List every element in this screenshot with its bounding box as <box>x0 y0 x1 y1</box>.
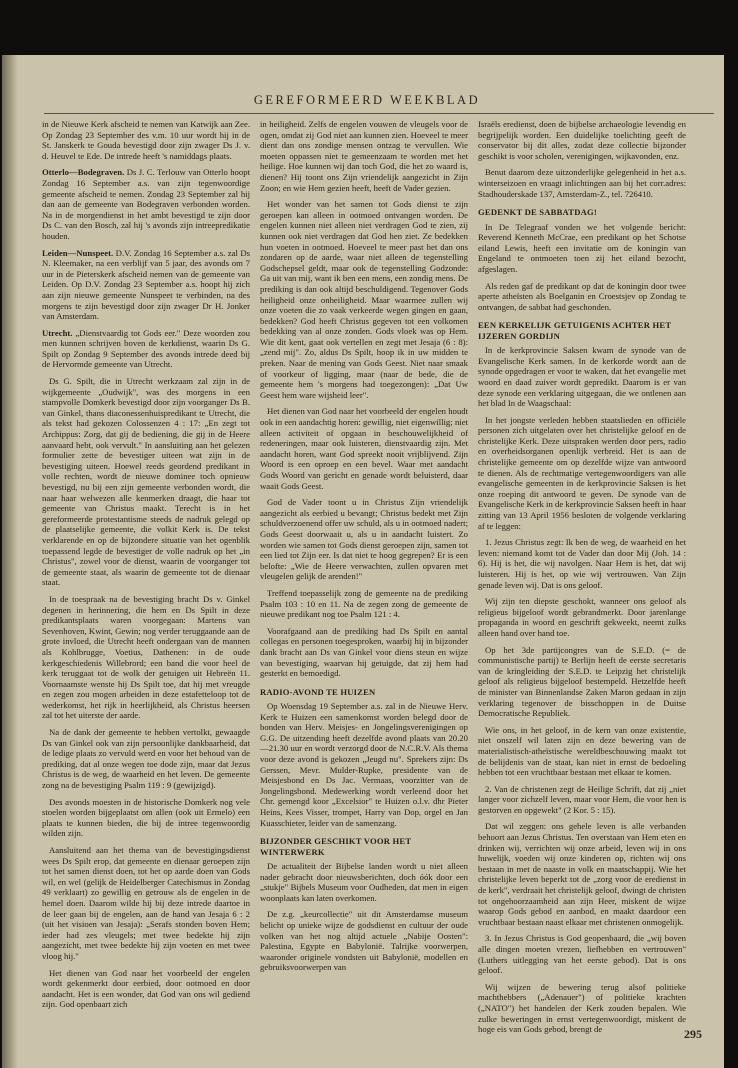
article-paragraph: Ds G. Spilt, die in Utrecht werkzaam zal zijn in de wijkgemeente „Oudwijk", was des morgens in een stampvolle Domkerk bevestigd door zijn voorganger Ds B. van Ginkel, thans diaconessenhuispredikant te Utrecht, die als tekst had gekozen Colossenzen 4 : 17: „En zegt tot Archippus: Zorg, dat gij de bediening, die gij in de Heere aanvaard hebt, ook vervult." In aansluiting aan het gelezen formulier zette de bevestiger uiteen wat zijn in de bevestiging uiteen. Hoewel reeds geordend predikant in volle rechten, wordt de nieuwe dominee toch opnieuw bevestigd, nu bij een zijn gemeente verbonden wordt, die naar haar welwezen alle kenmerken draagt, die haar tot gemeente van Christus maakt. Terecht is in het gereformeerde protestantisme steeds de nadruk gelegd op de plaatselijke gemeente, die volkit Kerk is. De tekst verklarende en op de bijzondere situatie van het ogenblik toepassend legde de bevestiger de volle nadruk op het „in Christus", zowel voor de dienst, waarin de voorganger tot de gemeente staat, als waarin de gemeente tot de dienaar staat. <box>42 376 250 588</box>
article-paragraph: 3. In Jezus Christus is God geopenbaard, die „wij boven alle dingen moeten vrezen, liefhebben en vertrouwen" (Luthers uitlegging van het eerste gebod). Dat is ons geloof. <box>478 933 686 976</box>
article-paragraph <box>42 328 250 370</box>
article-paragraph: Voorafgaand aan de prediking had Ds Spilt en aantal collegas en personen toegesproken, waarbij hij in bijzonder dank bracht aan Ds van Ginkel voor diens steun en wijze van bevestiging, waarvan hij getuigde, dat zij hem had gesterkt en bemoedigd. <box>260 625 468 679</box>
column-1 <box>42 119 250 1034</box>
article-paragraph: Het dienen van God naar het voorbeeld der engelen wordt gekenmerkt door eerbied, door ootmoed en door aandacht. Het is een wonder, dat God van ons wil gediend zijn. God openbaart zich <box>42 967 250 1010</box>
article-paragraph: Wie ons, in het geloof, in de kern van onze existentie, niet onszelf wil laten zijn en deze bewering van de materialistisch-atheïstische wereldbeschouwing maakt tot de belijdenis van de staat, kan niet in ernst de bedoeling hebben tot een vruchtbaar bestaan met elkaar te komen. <box>478 724 686 778</box>
article-paragraph: De actualiteit der Bijbelse landen wordt u niet alleen nader gebracht door nieuwsberichten, doch óók door een „stukje" Bijbels Museum voor Oudheden, dat men in eigen woonplaats kan laten overkomen. <box>260 861 468 903</box>
page-binding-shadow <box>2 55 18 1068</box>
article-text: D.V. Zondag 16 September a.s. zal Ds N. Kleemaker, na een verblijf van 5 jaar, des avonds om 7 uur in de Pieterskerk afscheid nemen van de gemeente van Leiden. Op D.V. Zondag 23 September a.s. hoopt hij zich aan zijn nieuwe gemeente Nunspeet te verbinden, na des morgens te zijn bevestigd door zijn zwager Dr H. Jonker van Amsterdam. <box>42 247 250 322</box>
article-paragraph: Israëls eredienst, doen de bijbelse archaeologie levendig en begrijpelijk worden. Een duidelijke toelichting geeft de conservator bij dit alles, zodat deze collectie bijzonder geschikt is voor scholen, verenigingen, wijkavonden, enz. <box>478 119 686 161</box>
article-paragraph: Op Woensdag 19 September a.s. zal in de Nieuwe Herv. Kerk te Huizen een samenkomst worden belegd door de bonden van Herv. Meisjes- en Jongelingsverenigingen op G.G. De uitzending heeft dezelfde avond plaats van 20.20—21.30 uur en wordt verzorgd door de N.C.R.V. Als thema voor deze avond is gekozen „Jeugd nu". Sprekers zijn: Ds Gerssen, Mevr. Mulder-Rupke, presidente van de Meisjesbond en Ds Jac. Vermaas, voorzitter van de Jongelingsbond. Medewerking wordt verleend door het Chr. gemengd koor „Excelsior" te Huizen o.l.v. dhr Pieter Heins, Kees Visser, trompet, Harry van Dop, orgel en Jan Kuasschieter, leider van de samenzang. <box>260 701 468 828</box>
section-heading: RADIO-AVOND TE HUIZEN <box>260 686 376 697</box>
article-paragraph: 2. Van de christenen zegt de Heilige Schrift, dat zij „niet langer voor zichzelf leven, maar voor Hem, die voor hen is gestorven en opgewekt" (2 Kor. 5 : 15). <box>478 783 686 815</box>
section-heading: BIJZONDER GESCHIKT VOOR HET WINTERWERK <box>260 836 412 857</box>
article-paragraph: Als reden gaf de predikant op dat de koningin door twee aperte atheïsten als Boelganin en Croestsjev op Zondag te ontvangen, de sabbat had geschonden. <box>478 280 686 312</box>
column-3 <box>478 119 686 1034</box>
section-heading: EEN KERKELIJK GETUIGENIS ACHTER HET IJZEREN GORDIJN <box>478 320 672 341</box>
article-paragraph: 1. Jezus Christus zegt: Ik ben de weg, de waarheid en het leven: niemand komt tot de Vader dan door Mij (Joh. 14 : 6). Hij is het, die wij navolgen. Naar Hem is het, dat wij luisteren. Hij is het, op wie wij vertrouwen. Van Zijn genade leven wij. Dat is ons geloof. <box>478 537 686 590</box>
article-paragraph <box>42 167 250 241</box>
article-paragraph <box>42 248 250 322</box>
article-text: Ds J. C. Terlouw van Otterlo hoopt Zondag 16 September a.s. van zijn tegenwoordige gemeente afscheid te nemen. Zondag 23 September zal hij dan aan de gemeente van Bodegraven verbonden worden. Na in de morgendienst in het ambt bevestigd te zijn door Ds C. van den Bosch, zal hij 's avonds zijn intreepredikatie houden. <box>42 167 250 241</box>
page-header: GEREFORMEERD WEEKBLAD <box>253 93 481 107</box>
article-paragraph: Aansluitend aan het thema van de bevestigingsdienst wees Ds Spilt erop, dat gemeente en dienaar geroepen zijn tot het samen dienst doen, tot het op aarde doen van Gods wil, en wel (gelijk de Heidelberger Catechismus in Zondag 49 verklaart) zo gewillig en getrouw als de engelen in de hemel doen. Daarom wilde hij bij deze intrede daartoe in de leer gaan bij de engelen, aan de hand van Jesaja 6 : 2 (uit het visioen van Jesaja): „Serafs stonden boven Hem; ieder had zes vleugels; met twee bedekte hij zijn aangezicht, met twee bedekte hij zijn voeten en met twee vloog hij." <box>42 845 250 961</box>
article-paragraph: In de toespraak na de bevestiging bracht Ds v. Ginkel degenen in herinnering, die hem en Ds Spilt in deze predikantsplaats waren voorgegaan: Martens van Sevenhoven, Kwint, Gewin; nog verder teruggaande aan de grote invloed, die Utrecht heeft ondergaan van de mannen als Kohlbrugge, Voetius, Dathenen: in de oude kerkgeschiedenis Willebrord; een band die voor heel de kerk teruggaat tot de wolk der getuigen uit Hebreën 11. Voornaamste wenste hij Ds Spilt toe, dat hij met vreugde en zegen zou mogen arbeiden in deze estafetteloop tot de wederkomst, het rijk in heerlijkheid, als Christus heersen zal tot het uiterste der aarde. <box>42 593 250 721</box>
article-paragraph: In het jongste verleden hebben staatslieden en officiële personen zich uitgelaten over het christelijke geloof en de christelijke Kerk. Deze uitspraken werden door pers, radio en overheidsorganen openlijk verbreid. Het is aan de christelijke gemeente om op dezelfde wijze van antwoord te dienen. Als de rechtmatige vertegenwoordigers van alle evangelische gemeenten in de kerkprovincie Saksen is het onze roeping dit antwoord te geven. De synode van de Evangelische Kerk in de kerkprovincie Saksen heeft in haar zitting van 13 April 1956 besloten de volgende verklaring af te leggen: <box>478 414 686 531</box>
article-paragraph: Dat wil zeggen: ons gehele leven is alle verbanden behoort aan Jezus Christus. Ten overstaan van Hem eten en drinken wij, verrichten wij onze arbeid, leven wij in ons huwelijk, voeden wij onze kinderen op, richten wij ons bestaan in met de naaste in volk en maatschappij. Wie het christelijke leven beperkt tot de „zorg voor de eredienst in de kerk", verdraait het christelijk geloof, dwingt de christen tot ongehoorzaamheid aan zijn Heer, miskent de wijze waarop Gods gebod en aanbod, en maakt daardoor een vruchtbaar bestaan naast elkaar met christenen onmogelijk. <box>478 821 686 927</box>
column-2 <box>260 119 468 1034</box>
article-paragraph: De z.g. „keurcollectie" uit dit Amsterdamse museum belicht op unieke wijze de godsdienst en cultuur der oude volken van het nog altijd actuele „Nabije Oosten": Palestina, Egypte en Babylonië. Talrijke voorwerpen, waaronder originele vondsten uit Babylonië, modellen en gebruiksvoorwerpen van <box>260 909 468 973</box>
page-number: 295 <box>684 1027 702 1041</box>
article-lead: Utrecht. <box>42 327 73 338</box>
article-paragraph: Wij wijzen de bewering terug alsof politieke machthebbers („Adenauer") of politieke krachten („NATO") het handelen der Kerk zouden bepalen. Wie zulke beweringen in ernst vertegenwoordigt, miskent de hoge eis van Gods gebod, brengt de <box>478 981 686 1034</box>
article-paragraph: Des avonds moesten in de historische Domkerk nog vele stoelen worden bijgeplaatst om allen (ook uit Ermelo) een plaats te kunnen bieden, die bij de intree tegenwoordig wilden zijn. <box>42 796 250 839</box>
header-rule <box>44 113 714 114</box>
article-paragraph: Benut daarom deze uitzonderlijke gelegenheid in het a.s. winterseizoen en vraagt inlichtingen aan bij het corr.adres: Stadhouderskade 137, Amsterdam-Z., tel. 726410. <box>478 167 686 199</box>
article-paragraph: In De Telegraaf vonden we het volgende bericht: Reverend Kenneth McCrae, een predikant op het Schotse eiland Lewis, heeft een invitatie om de koningin van Engeland te ontmoeten toen zij het eiland bezocht, afgeslagen. <box>478 221 686 274</box>
article-paragraph: Wij zijn ten diepste geschokt, wanneer ons geloof als religieus bijgeloof wordt gebrandmerkt. Door jarenlange propaganda in woord en geschrift gekweekt, neemt zulks alleen hand over hand toe. <box>478 596 686 638</box>
article-paragraph: God de Vader toont u in Christus Zijn vriendelijk aangezicht als eerbied u bevangt; Christus bedekt met Zijn schuldverzoenend offer uw schuld, als u in ootmoed nadert; Gods Geest doorwaait u, als u in aandacht luistert. Zo worden wie samen tot Gods dienst geroepen zijn, samen tot een lied tot Zijn eer. Is dat niet te hoog gegrepen? Er is een belofte: „Wie de Heere verwachten, zullen opvaren met vleugelen gelijk de arenden!" <box>260 497 468 582</box>
article-paragraph: Het dienen van God naar het voorbeeld der engelen houdt ook in een aandachtig horen: gewillig, niet eigenwillig; niet alleen activiteit of opgaan in beschouwelijkheid of redeneringen, maar ook luisteren, dienstvaardig zijn. Met aandacht horen, want God spreekt nooit vrijblijvend. Zijn Woord is een oproep en een bevel. Waar met aandacht Gods Woord van gericht en genade wordt beluisterd, daar waait Gods Geest. <box>260 406 468 491</box>
article-text: „Dienstvaardig tot Gods eer." Deze woorden zou men kunnen schrijven boven de kerkdienst, waarin Ds G. Spilt op Zondag 9 September des avonds intrede deed bij de Hervormde gemeente van Utrecht. <box>42 327 250 370</box>
section-heading: GEDENKT DE SABBATDAG! <box>478 207 597 218</box>
newspaper-page <box>2 55 724 1068</box>
article-paragraph: in de Nieuwe Kerk afscheid te nemen van Katwijk aan Zee. Op Zondag 23 September des v.m. 10 uur wordt hij in de St. Janskerk te Gouda bevestigd door zijn zwager Ds J. v. d. Heuvel te Ede. De intrede heeft 's namiddags plaats. <box>42 119 250 161</box>
article-paragraph: In de kerkprovincie Saksen kwam de synode van de Evangelische Kerk samen. In de kerkorde wordt aan de synode opgedragen er voor te waken, dat het evangelie met woord en daad zuiver wordt gepredikt. Daarom is er van deze synode een verklaring uitgegaan, die we ontlenen aan het blad In de Waagschaal: <box>478 345 686 409</box>
article-lead: Leiden—Nunspeet. <box>42 247 114 258</box>
article-lead: Otterlo—Bodegraven. <box>42 167 125 178</box>
article-paragraph: Het wonder van het samen tot Gods dienst te zijn geroepen kan alleen in ootmoed ontvangen worden. De engelen kunnen niet alleen niet verdragen God te zien, zij kunnen ook niet verdragen dat God hen ziet. Ze bedekken hun voeten in ootmoed. Hoeveel te meer past het dan ons zondaren op de aarde, waar niet alleen de tegenstelling Godschepsel geldt, maar ook de tegenstelling Godzonde: Ga uit van mij, want ik ben een mens, een zondig mens. De prediking is dan ook altijd beschuldigend. Tegenover Gods heiligheid onze onheiligheid. Maar waarmee zullen wij onze voeten die zo vaak verkeerde wegen gingen en gaan, bedekken? God heeft Christus gegeven tot een volkomen bedekking van al onze zonden. Gods vloek was op Hem. Wie dit kent, gaat ook vertellen en zegt met Jesaja (6 : 8): „zend mij". Zo, aldus Ds Spilt, hoop ik in uw midden te preken. Naar de mening van Gods Geest. Niet naar smaak of voorkeur of ligging, maar (naar de bede, die de gemeente hem 's morgens had toegezongen): „Dat Uw Geest hem ware wijsheid leer". <box>260 199 468 400</box>
article-paragraph: Na de dank der gemeente te hebben vertolkt, gewaagde Ds van Ginkel ook van zijn persoonlijke dankbaarheid, dat de ledige plaats zo vervuld werd en voor het behoud van de prediking, dat al onze wegen toe dode zijn, maar dat Jezus Christus is de weg, de waarheid en het leven. De gemeente zong na de bevestiging Psalm 119 : 9 (gewijzigd). <box>42 727 250 791</box>
article-paragraph: in heiligheid. Zelfs de engelen vouwen de vleugels voor de ogen, omdat zij God niet aan kunnen zien. Hoeveel te meer dient dan ons zondige mensen ontzag te vervullen. Wie moeten oppassen niet te gemeenzaam te worden met het heilige. Hoe kunnen wij dan toch God, die het zo waard is, dienen? Hij toont ons Zijn vriendelijk aangezicht in Zijn Zoon; en wie Hem gezien heeft, heeft de Vader gezien. <box>260 119 468 193</box>
article-paragraph: Op het 3de partijcongres van de S.E.D. (= de communistische partij) te Berlijn heeft de eerste secretaris van de kringleiding der S.E.D. te Leipzig het christelijk geloof als religieus bijgeloof bestempeld. Hetzelfde heeft de minister van Binnenlandse Zaken Maron gedaan in zijn verklaring tegenover de bisschoppen in de Duitse Democratische Republiek. <box>478 644 686 719</box>
article-paragraph: Treffend toepasselijk zong de gemeente na de prediking Psalm 103 : 10 en 11. Na de zegen zong de gemeente de nieuwe predikant nog toe Psalm 121 : 4. <box>260 587 468 620</box>
